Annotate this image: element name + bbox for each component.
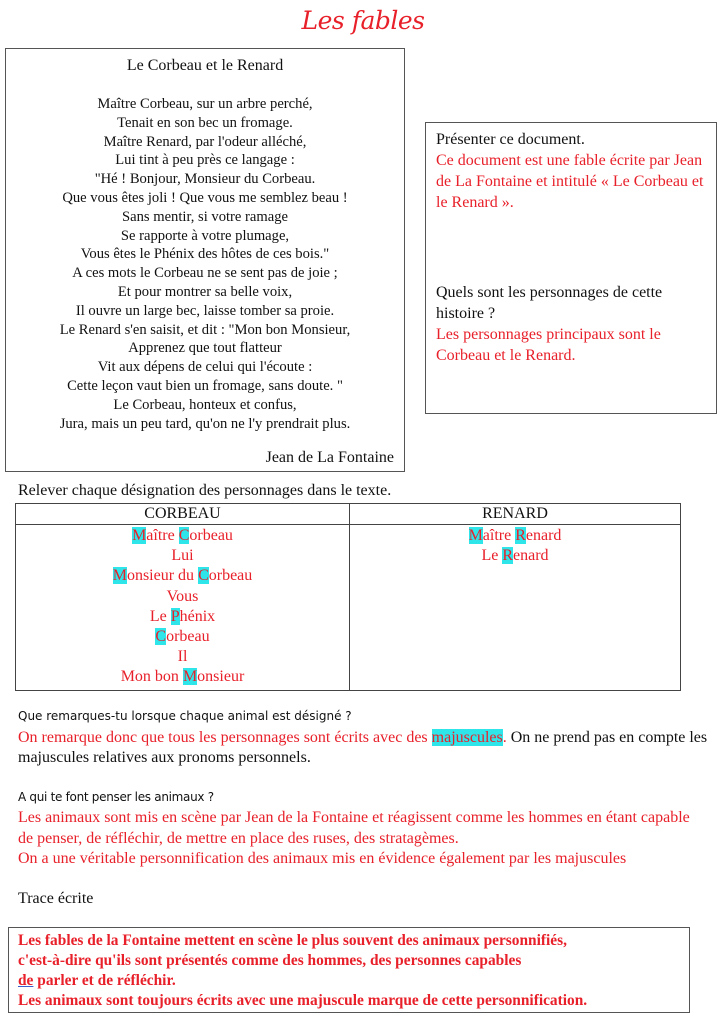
highlighted-capital: C: [178, 527, 190, 544]
poem-line: Le Corbeau, honteux et confus,: [113, 396, 297, 413]
highlighted-capital: R: [502, 547, 513, 565]
answer-characters: Les personnages principaux sont le Corbeau et le Renard.: [436, 326, 661, 364]
question-present-document: Présenter ce document.: [436, 131, 585, 148]
trace-line-3-underlined-word: de: [18, 972, 34, 989]
designation-text: Mon bon: [120, 668, 183, 686]
designation-text: Le: [149, 607, 171, 625]
designation-text: onsieur: [197, 668, 245, 686]
question-characters: Quels sont les personnages de cette histoire ?: [436, 284, 663, 322]
designation-text: enard: [525, 527, 562, 544]
poem-box: [5, 48, 405, 472]
page-title: Les fables: [301, 6, 425, 35]
designation-text: aître: [146, 527, 179, 544]
designation-text: enard: [513, 547, 549, 565]
question-capitals-label: Que remarques-tu lorsque chaque animal est désigné ?: [18, 709, 352, 723]
designation-text: orbeau: [189, 527, 233, 544]
poem-line: Le Renard s'en saisit, et dit : "Mon bon Monsieur,: [59, 321, 351, 338]
poem-line: Lui tint à peu près ce langage :: [115, 152, 295, 169]
corbeau-designations-cell: [16, 525, 350, 691]
designation-text: hénix: [179, 607, 216, 625]
poem-line: Sans mentir, si votre ramage: [122, 208, 288, 225]
renard-designations-cell: [350, 525, 681, 691]
poem-line: Il ouvre un large bec, laisse tomber sa proie.: [75, 302, 335, 319]
poem-line: Tenait en son bec un fromage.: [117, 114, 293, 131]
trace-line-2: c'est-à-dire qu'ils sont présentés comme des hommes, des personnes capables: [18, 952, 522, 969]
designation-renard: [350, 546, 680, 566]
designation-text: Le: [481, 547, 503, 565]
highlighted-capital: C: [198, 567, 209, 585]
designations-table: [15, 503, 681, 691]
designation-text: orbeau: [208, 567, 253, 585]
poem-line: "Hé ! Bonjour, Monsieur du Corbeau.: [94, 171, 316, 188]
poem-line: A ces mots le Corbeau ne se sent pas de joie ;: [72, 265, 338, 282]
designation-renard: [350, 526, 680, 546]
answer-capitals: [18, 728, 708, 768]
trace-line-3-rest: parler et de réfléchir.: [33, 972, 176, 989]
trace-line-4: Les animaux sont toujours écrits avec une majuscule marque de cette personnification.: [18, 992, 588, 1009]
designation-corbeau: [16, 566, 349, 586]
designation-text: onsieur du: [126, 567, 199, 585]
designation-corbeau: [16, 627, 349, 647]
designation-corbeau: [16, 647, 349, 667]
poem-line: Maître Corbeau, sur un arbre perché,: [97, 96, 313, 112]
poem-line: Que vous êtes joli ! Que vous me semblez beau !: [62, 189, 348, 206]
designation-text: Vous: [166, 587, 199, 605]
answer-capitals-red: On remarque donc que tous les personnages sont écrits avec des: [18, 729, 432, 746]
highlighted-capital: M: [182, 668, 198, 686]
poem-line: Et pour montrer sa belle voix,: [117, 283, 293, 300]
trace-ecrite-label: Trace écrite: [18, 890, 94, 907]
answer-animals: [18, 808, 708, 870]
highlighted-capital: M: [468, 527, 483, 544]
answer-capitals-black: On ne prend pas en compte les majuscules relatives aux pronoms personnels.: [18, 729, 708, 766]
highlighted-capital: P: [170, 607, 180, 625]
answer-animals-paragraph-1: Les animaux sont mis en scène par Jean de la Fontaine et réagissent comme les hommes en étant capable de penser, de réfléchir, de mettre en place des ruses, des stratagèmes.: [18, 809, 690, 847]
designation-text: aître: [482, 527, 516, 544]
trace-line-1: Les fables de la Fontaine mettent en scène le plus souvent des animaux personnifiés,: [18, 932, 567, 949]
highlighted-word-majuscules: majuscules: [431, 729, 503, 746]
column-header-renard: RENARD: [350, 504, 681, 525]
questions-box: [425, 122, 717, 414]
trace-ecrite-box: [8, 927, 690, 1013]
poem-lines: [6, 95, 404, 433]
poem-line: Vit aux dépens de celui qui l'écoute :: [97, 359, 313, 376]
poem-line: Maître Renard, par l'odeur alléché,: [103, 133, 307, 150]
designation-corbeau: [16, 546, 349, 566]
highlighted-capital: R: [515, 527, 526, 544]
question-animals-label: A qui te font penser les animaux ?: [18, 790, 214, 804]
poem-line: Cette leçon vaut bien un fromage, sans doute. ": [67, 377, 343, 394]
trace-line-3: [18, 971, 689, 991]
highlighted-capital: M: [132, 527, 147, 544]
answer-present-document: Ce document est une fable écrite par Jean de La Fontaine et intitulé « Le Corbeau et le Renard ».: [436, 152, 704, 211]
highlighted-capital: C: [155, 628, 167, 646]
designation-corbeau: [16, 607, 349, 627]
poem-line: Jura, mais un peu tard, qu'on ne l'y prendrait plus.: [59, 415, 351, 432]
designations-instruction: Relever chaque désignation des personnages dans le texte.: [18, 482, 392, 499]
designation-corbeau: [16, 587, 349, 607]
designation-text: Il: [177, 648, 188, 666]
answer-capitals-period: .: [502, 729, 507, 746]
column-header-corbeau: CORBEAU: [16, 504, 350, 525]
poem-line: Apprenez que tout flatteur: [128, 340, 282, 357]
designation-text: Lui: [171, 547, 194, 565]
poem-line: Vous êtes le Phénix des hôtes de ces bois.": [80, 246, 330, 263]
designation-corbeau: [16, 526, 349, 546]
poem-author: Jean de La Fontaine: [265, 449, 394, 466]
designation-text: orbeau: [166, 628, 210, 646]
poem-title: Le Corbeau et le Renard: [126, 57, 284, 74]
highlighted-capital: M: [112, 567, 127, 585]
poem-line: Se rapporte à votre plumage,: [120, 227, 290, 244]
designation-corbeau: [16, 667, 349, 687]
answer-animals-paragraph-2: On a une véritable personnification des animaux mis en évidence également par les majuscules: [18, 850, 627, 867]
